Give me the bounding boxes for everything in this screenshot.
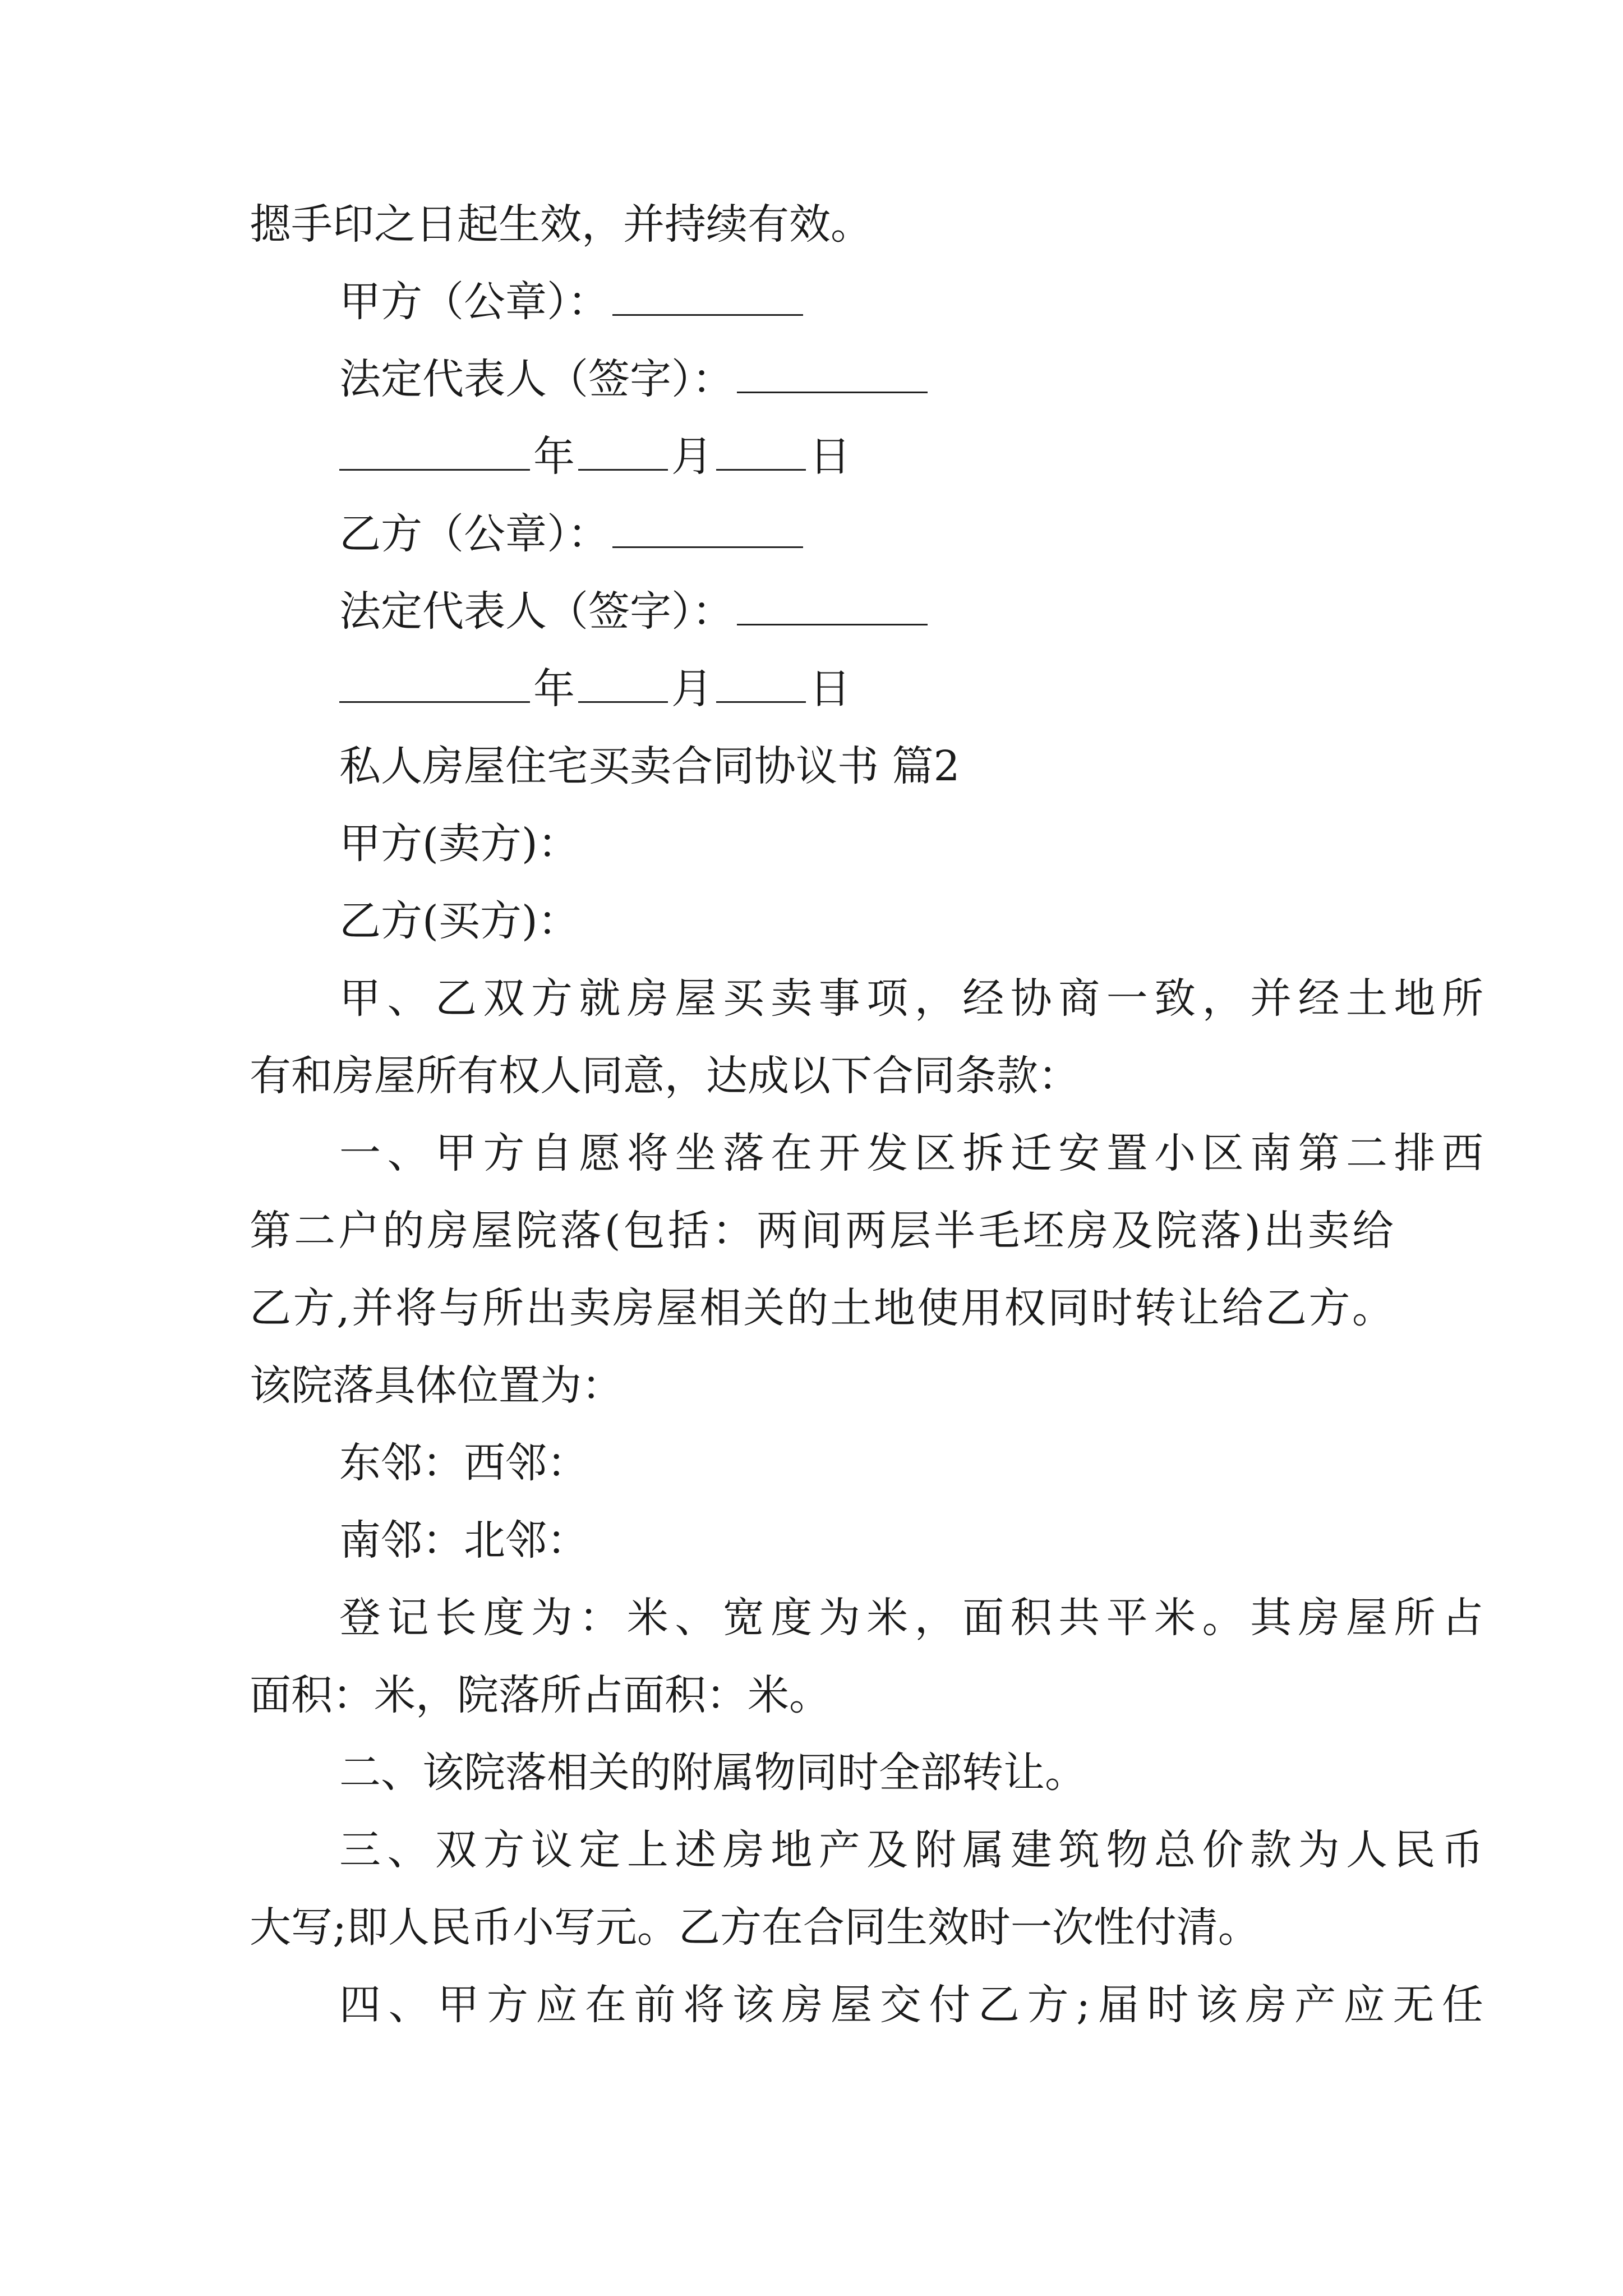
clause3-line-2: 大写;即人民币小写元。乙方在合同生效时一次性付清。	[250, 1903, 1260, 1952]
clause4-line-1: 四、甲方应在前将该房屋交付乙方;届时该房产应无任	[339, 1981, 1483, 2029]
day-label: 日	[809, 432, 851, 481]
party-b-month-blank	[578, 666, 668, 703]
year-label: 年	[533, 665, 575, 713]
neighbors-ew-line: 东邻：西邻：	[339, 1439, 588, 1487]
party-a-seal-label: 甲方（公章）：	[339, 278, 609, 326]
party-b-rep-blank	[737, 589, 928, 625]
party-a-date-line	[250, 429, 1483, 485]
neighbors-sn-line: 南邻：北邻：	[339, 1516, 588, 1565]
party-b-day-blank	[716, 666, 806, 703]
clause2-line: 二、该院落相关的附属物同时全部转让。	[339, 1749, 1086, 1797]
party-b-seal-blank	[612, 512, 803, 548]
intro-line-2: 有和房屋所有权人同意，达成以下合同条款：	[250, 1052, 1080, 1100]
year-label: 年	[533, 432, 575, 481]
area-line-1: 登记长度为：米、宽度为米，面积共平米。其房屋所占	[339, 1594, 1483, 1642]
seller-line: 甲方(卖方)：	[339, 820, 579, 868]
party-b-date-line	[250, 661, 1483, 717]
area-line-2: 面积：米，院落所占面积：米。	[250, 1671, 831, 1719]
party-b-rep-label: 法定代表人（签字）：	[339, 587, 734, 636]
clause3-line-1: 三、双方议定上述房地产及附属建筑物总价款为人民币	[339, 1826, 1483, 1874]
buyer-line: 乙方(买方)：	[339, 897, 579, 945]
party-a-day-blank	[716, 434, 806, 471]
party-b-seal-label: 乙方（公章）：	[339, 510, 609, 558]
day-label: 日	[809, 665, 851, 713]
section-title: 私人房屋住宅买卖合同协议书 篇2	[339, 742, 960, 790]
clause1-line-4: 该院落具体位置为：	[250, 1361, 623, 1410]
month-label: 月	[671, 665, 713, 713]
party-b-seal-line	[250, 506, 1483, 562]
party-a-rep-label: 法定代表人（签字）：	[339, 355, 734, 403]
month-label: 月	[671, 432, 713, 481]
clause1-line-1: 一、甲方自愿将坐落在开发区拆迁安置小区南第二排西	[339, 1129, 1483, 1177]
party-b-year-blank	[339, 666, 530, 703]
clause1-line-3: 乙方,并将与所出卖房屋相关的土地使用权同时转让给乙方。	[250, 1284, 1394, 1332]
party-a-year-blank	[339, 434, 530, 471]
clause1-line-2: 第二户的房屋院落(包括：两间两层半毛坯房及院落)出卖给	[250, 1207, 1394, 1255]
continuation-line: 摁手印之日起生效，并持续有效。	[250, 200, 872, 249]
party-a-rep-line	[250, 351, 1483, 407]
intro-line-1: 甲、乙双方就房屋买卖事项，经协商一致，并经土地所	[339, 974, 1483, 1023]
party-a-month-blank	[578, 434, 668, 471]
party-a-seal-blank	[612, 279, 803, 316]
party-a-seal-line	[250, 274, 1483, 330]
party-b-rep-line	[250, 583, 1483, 639]
party-a-rep-blank	[737, 357, 928, 393]
